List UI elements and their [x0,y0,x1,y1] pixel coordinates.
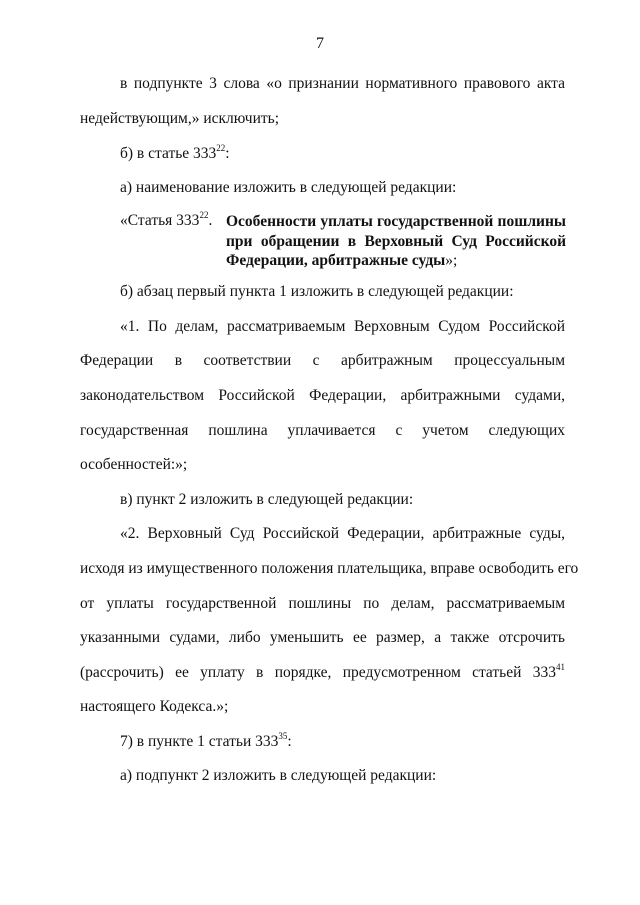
paragraph-line: государственная пошлина уплачивается с учетом следующих [80,422,565,439]
superscript: 35 [278,731,288,741]
paragraph-line: Федерации в соответствии с арбитражным процессуальным [80,352,565,369]
article-title [226,212,566,271]
paragraph-line: законодательством Российской Федерации, арбитражными судами, [80,387,565,404]
paragraph-line: «2. Верховный Суд Российской Федерации, арбитражные суды, [120,525,565,542]
paragraph-tail: : [287,733,292,750]
paragraph: б) абзац первый пункта 1 изложить в следующей редакции: [120,283,514,300]
paragraph-line: особенностей:»; [80,456,188,473]
superscript: 22 [216,143,226,153]
article-title-text: Особенности уплаты государственной пошлины при обращении в Верховный Суд Российской Федерации, арбитражные суды [226,213,566,269]
paragraph-text: б) в статье 333 [120,145,217,162]
paragraph-tail: : [225,145,230,162]
paragraph: а) подпункт 2 изложить в следующей редакции: [120,767,437,784]
paragraph: в) пункт 2 изложить в следующей редакции: [120,491,414,508]
paragraph-statya-333-22 [120,145,230,163]
paragraph-line: недействующим,» исключить; [80,110,280,127]
article-label-text: «Статья 333 [120,212,200,229]
paragraph-line: «1. По делам, рассматриваемым Верховным Судом Российской [120,318,565,335]
page-number: 7 [316,35,324,52]
paragraph-line: исходя из имущественного положения плательщика, вправе освободить его [80,560,579,577]
paragraph-line-with-sup [80,664,565,682]
paragraph-line: в подпункте 3 слова «о признании нормативного правового акта [120,75,565,92]
superscript: 22 [199,210,209,220]
superscript: 41 [556,662,565,672]
paragraph-statya-333-35 [120,733,292,751]
paragraph-text: 7) в пункте 1 статьи 333 [120,733,279,750]
paragraph-text: (рассрочить) ее уплату в порядке, предусмотренном статьей 333 [80,664,556,681]
paragraph-line: от уплаты государственной пошлины по делам, рассматриваемым [80,595,565,612]
article-label [120,212,212,230]
article-title-tail: »; [445,252,458,269]
paragraph: а) наименование изложить в следующей редакции: [120,179,457,196]
paragraph-line: настоящего Кодекса.»; [80,698,229,715]
paragraph-line: указанными судами, либо уменьшить ее размер, а также отсрочить [80,629,565,646]
article-label-tail: . [208,212,213,229]
